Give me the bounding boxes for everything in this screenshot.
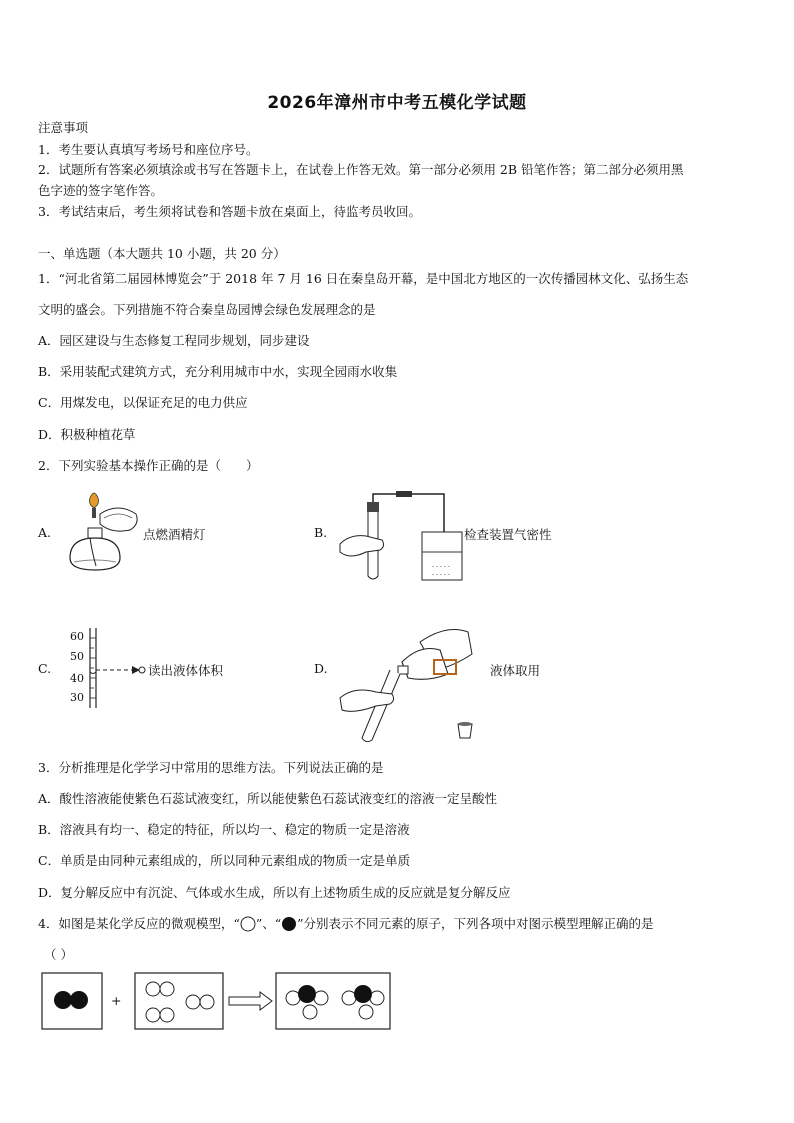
question-1-option-c: C．用煤发电，以保证充足的电力供应	[38, 395, 248, 410]
question-3-option-d: D．复分解反应中有沉淀、气体或水生成，所以有上述物质生成的反应就是复分解反应	[38, 885, 511, 900]
question-3-option-b: B．溶液具有均一、稳定的特征，所以均一、稳定的物质一定是溶液	[38, 822, 410, 837]
plus-sign: +	[111, 993, 122, 1008]
notice-item: 2．试题所有答案必须填涂或书写在答题卡上，在试卷上作答无效。第一部分必须用 2B 铅笔作答；第二部分必须用黑	[38, 162, 684, 177]
question-1-option-b: B．采用装配式建筑方式，充分利用城市中水，实现全园雨水收集	[38, 364, 398, 379]
option-letter-b: B.	[314, 525, 328, 540]
question-4-stem	[38, 916, 654, 932]
question-4-stem-part: ”、“	[255, 916, 282, 931]
cylinder-tick-label: 50	[70, 650, 84, 663]
option-c-caption: 读出液体体积	[148, 663, 224, 678]
question-4-answer-bracket: （ ）	[44, 947, 73, 962]
cylinder-tick-label: 30	[70, 691, 84, 704]
section-heading: 一、单选题（本大题共 10 小题，共 20 分）	[38, 246, 286, 261]
liquid-pouring-illustration	[336, 614, 486, 742]
cylinder-tick-label: 60	[70, 630, 84, 643]
option-letter-c: C.	[38, 661, 52, 676]
page-title: 2026年漳州市中考五模化学试题	[267, 93, 527, 113]
question-4-stem-part: ”分别表示不同元素的原子，下列各项中对图示模型理解正确的是	[297, 916, 654, 931]
question-2-stem: 2．下列实验基本操作正确的是（ ）	[38, 458, 259, 473]
question-1-option-a: A．园区建设与生态修复工程同步规划，同步建设	[38, 333, 310, 348]
question-3-option-a: A．酸性溶液能使紫色石蕊试液变红，所以能使紫色石蕊试液变红的溶液一定呈酸性	[38, 791, 498, 806]
question-3-stem: 3．分析推理是化学学习中常用的思维方法。下列说法正确的是	[38, 760, 384, 775]
reaction-arrow	[229, 992, 272, 1010]
question-3-option-c: C．单质是由同种元素组成的，所以同种元素组成的物质一定是单质	[38, 853, 411, 868]
notice-item: 色字迹的签字笔作答。	[38, 183, 164, 198]
svg-text:- - - - -: - - - - -	[432, 571, 450, 578]
option-d-caption: 液体取用	[490, 663, 541, 678]
notice-heading: 注意事项	[38, 120, 89, 135]
question-1-option-d: D．积极种植花草	[38, 427, 136, 442]
option-letter-d: D.	[314, 661, 328, 676]
notice-item: 3．考试结束后，考生须将试卷和答题卡放在桌面上，待监考员收回。	[38, 204, 421, 219]
black-atom	[54, 991, 72, 1009]
option-a-caption: 点燃酒精灯	[143, 527, 206, 542]
option-b-caption: 检查装置气密性	[464, 527, 552, 542]
black-atom-icon	[281, 916, 297, 932]
reaction-model-diagram	[40, 970, 394, 1034]
svg-text:- - - - -: - - - - -	[432, 563, 450, 570]
alcohol-lamp-lighting-illustration	[60, 488, 144, 578]
notice-item: 1．考生要认真填写考场号和座位序号。	[38, 142, 259, 157]
black-atom	[70, 991, 88, 1009]
airtightness-check-illustration	[336, 490, 466, 584]
question-4-stem-part: 4．如图是某化学反应的微观模型，“	[38, 916, 240, 931]
option-letter-a: A.	[38, 525, 52, 540]
question-1-stem: 1．“河北省第二届园林博览会”于 2018 年 7 月 16 日在秦皇岛开幕，是中国北方地区的一次传播园林文化、弘扬生态	[38, 271, 689, 286]
white-atom-icon	[240, 916, 256, 932]
question-1-stem: 文明的盛会。下列措施不符合秦皇岛园博会绿色发展理念的是	[38, 302, 376, 317]
cylinder-tick-label: 40	[70, 672, 84, 685]
